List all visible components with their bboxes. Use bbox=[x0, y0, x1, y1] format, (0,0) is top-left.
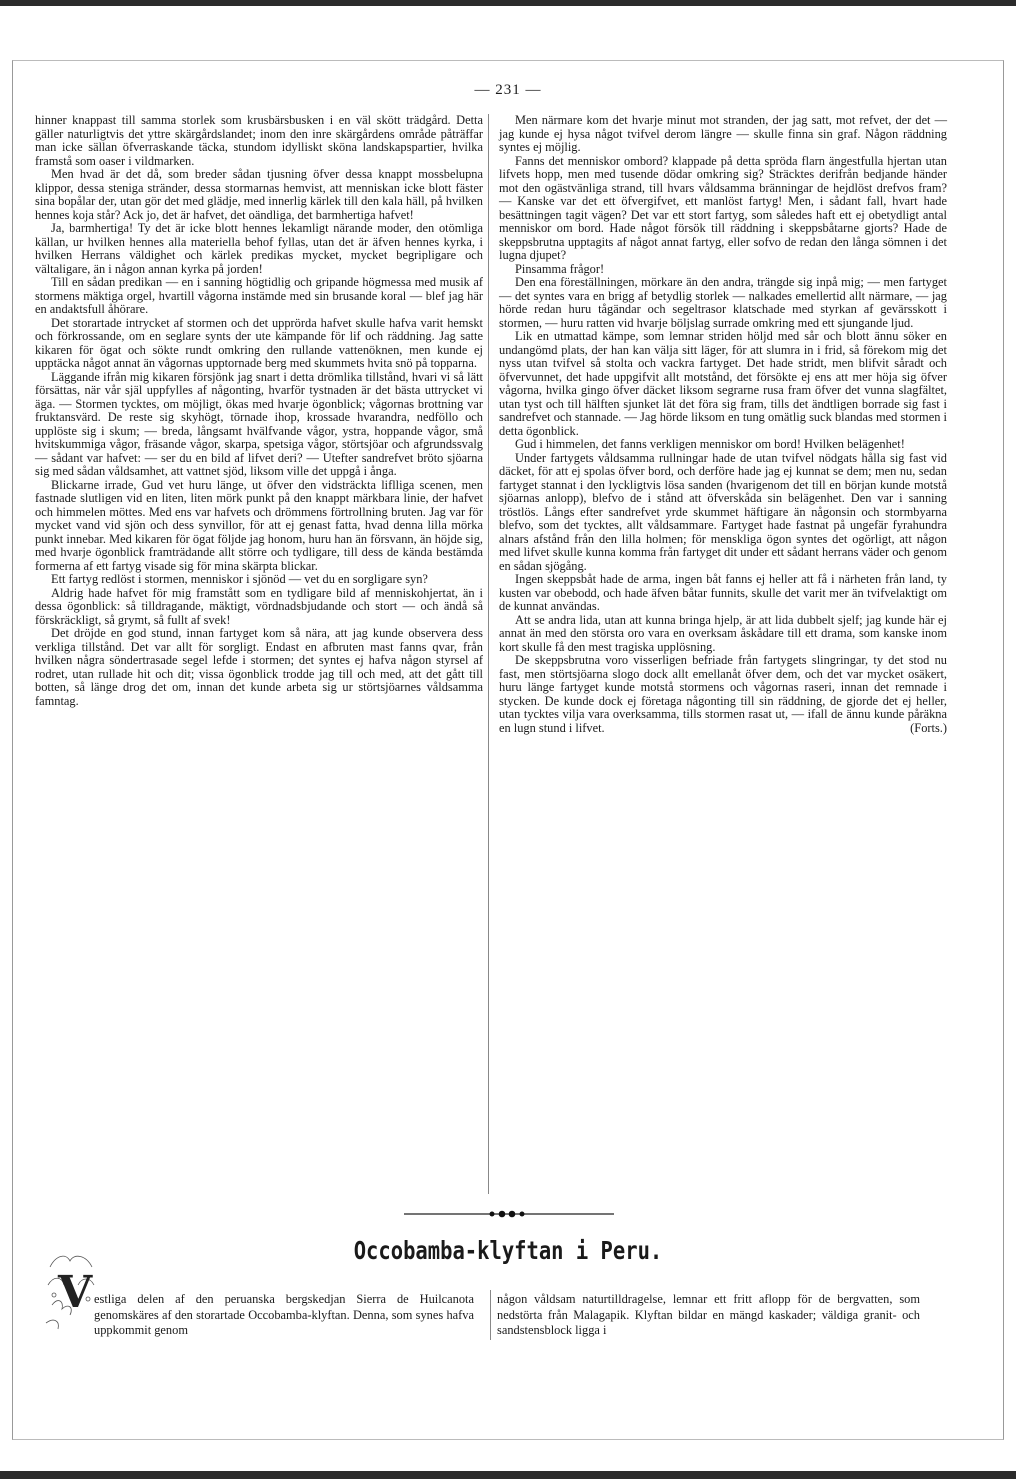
article-paragraph: estliga delen af den peruanska bergskedjan Sierra de Huilcanota genomskäres af den storartade Occobamba-klyftan. Denna, som synes hafva uppkommit genom bbox=[94, 1292, 474, 1337]
continued-marker: (Forts.) bbox=[910, 720, 947, 735]
paragraph: Att se andra lida, utan att kunna bringa hjelp, är att lida dubbelt sjelf; jag kunde här ej annat än med den största oro vara en overksam åskådare till ett drama, som kanske inom kort skulle få den mest tragiska upplösning. bbox=[499, 612, 947, 654]
page-number: — 231 — bbox=[474, 82, 542, 98]
article-left-column bbox=[94, 1292, 474, 1339]
paragraph: Blickarne irrade, Gud vet huru länge, ut öfver den vidsträckta liflliga scenen, men fastnade slutligen vid en liten, liten mörk punkt på den knappt märkbara linie, der hafvet och himmelen möttes. Med ens var hafvets och drömmens förtrollning bruten. Jag var för mycket vand vid sjön och dess synvillor, för att ej genast fatta, hvad denna lilla mörka punkt innebar. Med kikaren för ögat följde jag honom, huru han än försvann, än höjde sig, med hvarje ögonblick framträdande allt större och tydligare, till dess de kända bestämda formerna af ett fartyg visade sig för mina skärpta blickar. bbox=[35, 477, 483, 573]
paragraph: Men närmare kom det hvarje minut mot stranden, der jag satt, mot refvet, der det — jag kunde ej hysa något tvifvel derom längre — skulle finna sin graf. Någon räddning syntes ej möjlig. bbox=[499, 113, 947, 154]
right-column bbox=[499, 114, 947, 735]
paragraph: hinner knappast till samma storlek som krusbärsbusken i en väl skött trädgård. Detta gäller naturligtvis det yttre skärgårdslandet; inom den inre skärgårdens område påträffar man icke sällan öfverraskande täcka, stundom idylliskt sköna landskapspartier, hvilka framstå som oaser i vildmarken. bbox=[35, 113, 483, 168]
paragraph: Fanns det menniskor ombord? klappade på detta spröda flarn ängestfulla hjertan utan lifvets hopp, men med tusende dödar omkring sig? Sträcktes derifrån bedjande händer mot den ogästvänliga strand, till hvars våldsamma bränningar de hejdlöst drefvos fram? — Kanske var det ett öfvergifvet, ett manlöst fartyg! Men, i sådant fall, hvart hade besättningen tagit vägen? Det var ett stort fartyg, som således haft ett ej obetydligt antal menniskor om bord. Hade något försök till räddning i skeppsbåtarne gjorts? Hade de skeppsbrutna upptagits af något annat fartyg, eller sofvo de redan den långa sömnen i det lugna djupet? bbox=[499, 153, 947, 262]
paragraph-last bbox=[499, 654, 947, 735]
divider-ornament bbox=[404, 1210, 614, 1218]
paragraph: Gud i himmelen, det fanns verkligen menniskor om bord! Hvilken belägenhet! bbox=[515, 437, 905, 451]
article-column-divider bbox=[490, 1290, 491, 1340]
paragraph: Till en sådan predikan — en i sanning högtidlig och gripande högmessa med musik af stormens mäktiga orgel, hvartill vågorna instämde med sin brusande koral — blef jag här en andaktsfull åhörare. bbox=[35, 275, 483, 316]
paragraph-text: De skeppsbrutna voro visserligen befriade från fartygets slingringar, ty det stod nu fast, men störtsjöarna slogo dock allt emellanåt öfver dem, och det var mycket osäkert, huru länge fartyget kunde motstå stormens och vågornas raseri, innan det remnade i stycken. De kunde dock ej företaga någonting till sin räddning, de gjorde det ej heller, utan tycktes vilja vara overksamma, tills stormen rasat ut, — ifall de ännu kunde påräkna en lugn stund i lifvet. bbox=[499, 653, 947, 735]
paragraph: Ja, barmhertiga! Ty det är icke blott hennes lekamligt närande moder, den otömliga källan, ur hvilken hennes alla materiella behof fyllas, utan det är äfven hennes kyrka, i hvilken Herrans väldighet och kärlek predikas mycket, mycket begripligare och vältaligare, än i någon annan kyrka på jorden! bbox=[35, 221, 483, 276]
paragraph: Den ena föreställningen, mörkare än den andra, trängde sig inpå mig; — men fartyget — det syntes vara en brigg af betydlig storlek — nalkades emellertid allt närmare, — jag hörde redan huru tågändar och segeltrasor klatschade med styrkan af gevärsskott i stormen, — huru ratten vid hvarje böljslag surrade omkring med ett sjungande ljud. bbox=[499, 275, 947, 330]
paragraph: Under fartygets våldsamma rullningar hade de utan tvifvel nödgats hålla sig fast vid däcket, för att ej spolas öfver bord, och derföre hade jag ej kunnat se dem; men nu, sedan fartyget stannat i den lyckligtvis lösa sanden (hvarigenom det till en början kunde motstå sjöarnas anlopp), blefvo de i stånd att öfverskåda sin belägenhet. Den var i sanning tröstlös. Långs efter sandrefvet yrde skummet häftigare än någonsin och stormbyarna blefvo, som det tycktes, allt våldsammare. Fartyget hade fastnat på ungefär fyrahundra alnars afstånd från den lilla holmen; för menskliga ögon syntes det ogörligt, att någon med lifvet skulle kunna komma från fartyget dit under ett sådant herrans väder och genom en sådan sjögång. bbox=[499, 450, 947, 573]
article-right-column bbox=[497, 1292, 920, 1339]
dropcap-text: V bbox=[58, 1267, 93, 1318]
paragraph: Ett fartyg redlöst i stormen, menniskor i sjönöd — vet du en sorgligare syn? bbox=[51, 572, 428, 586]
left-column bbox=[35, 114, 483, 708]
paragraph: Men hvad är det då, som breder sådan tjusning öfver dessa knappt mossbelupna klippor, dessa steniga stränder, dessa stormarnas hemvist, att menniskan icke blott fäster sina bopålar der, utan gör det med glädje, med innerlig kärlek till den kala häll, på hvilken hennes koja står? Ack jo, det är hafvet, det oändliga, det barmhertiga hafvet! bbox=[35, 167, 483, 222]
paragraph: Det storartade intrycket af stormen och det upprörda hafvet skulle hafva varit hemskt och förkrossande, om en seglare synts der ute kämpande för lif och räddning. Jag satte kikaren för ögat och sökte rundt omkring den rullande vattenöknen, men kunde ej upptäcka något annat än vågornas upptornade berg med skummets hvita snö på topparna. bbox=[35, 315, 483, 370]
column-divider bbox=[488, 114, 489, 1194]
paragraph: Pinsamma frågor! bbox=[515, 261, 605, 276]
top-border bbox=[0, 0, 1016, 6]
article-title: Occobamba-klyftan i Peru. bbox=[353, 1236, 663, 1265]
paragraph: Lik en utmattad kämpe, som lemnar striden höljd med sår och blott ännu söker en undangömd plats, der han kan välja sitt läger, för att slumra in i frid, så förekom mig det nyss utan tvifvel så stolta och vackra fartyget. Det hade stridt, men blifvit såradt och öfvervunnet, det hade uppgifvit allt motstånd, det försökte ej ens att mer höja sig öfver vågorna, hvilka gingo öfver däcket liksom segrarne rusa fram öfver det vunna slagfältet, utan tyst och till hälften sjunket lät det föra sig fram, tills det ändtligen borrade sig fast i sandrefvet och stannade. — Jag hörde liksom en tung omätlig suck blandas med stormen i detta ögonblick. bbox=[499, 329, 947, 438]
paragraph: Läggande ifrån mig kikaren försjönk jag snart i detta drömlika tillstånd, hvari vi så lätt försättas, när vår själ uppfylles af någonting, hvarför tystnaden är det bästa uttrycket vi äga. — Stormen tycktes, om möjligt, ökas med hvarje ögonblick; vågornas brottning var fruktansvärd. De reste sig skyhögt, törnade ihop, krossade hvarandra, nedföllo och upplöste sig i skum; — breda, långsamt hvälfvande vågor, ystra, hoppande vågor, små hvitskummiga vågor, fräsande vågor, skarpa, spetsiga vågor, störtsjöar och afgrundssvalg — sådant var hafvet: — ser du en bild af lifvet deri? — Utefter sandrefvet bröto sjöarna sig med sådan våldsamhet, att vattnet sjöd, liksom ville det uppgå i ånga. bbox=[35, 369, 483, 478]
article-paragraph: någon våldsam naturtilldragelse, lemnar ett fritt aflopp för de bergvatten, som nedstörta från Malagapik. Klyftan bildar en mängd kaskader; väldiga granit- och sandstensblock ligga i bbox=[497, 1292, 920, 1337]
bottom-border bbox=[0, 1471, 1016, 1479]
paragraph: Ingen skeppsbåt hade de arma, ingen båt fanns ej heller att få i närheten från land, ty kusten var obebodd, och hade äfven båtar funnits, skulle det varit mer än tvifvelaktigt om de kunnat användas. bbox=[499, 572, 947, 613]
paragraph: Det dröjde en god stund, innan fartyget kom så nära, att jag kunde observera dess verkliga tillstånd. Det var allt för sorgligt. Endast en afbruten mast fanns qvar, från hvilken några söndertrasade segel lefde i stormen; det syntes ej hafva någon styrsel af rodret, utan rullade hit och dit; vissa ögonblick trodde jag till och med, att det gått till botten, så länge drog det om, innan det kunde arbeta sig ur störtsjöarnes våldsamma famntag. bbox=[35, 626, 483, 708]
paragraph: Aldrig hade hafvet för mig framstått som en tydligare bild af menniskohjertat, än i dessa ögonblick: så tilldragande, mäktigt, vördnadsbjudande och stort — och ändå så förskräckligt, så grymt, så fullt af svek! bbox=[35, 585, 483, 627]
dropcap-letter-v bbox=[44, 1245, 96, 1335]
